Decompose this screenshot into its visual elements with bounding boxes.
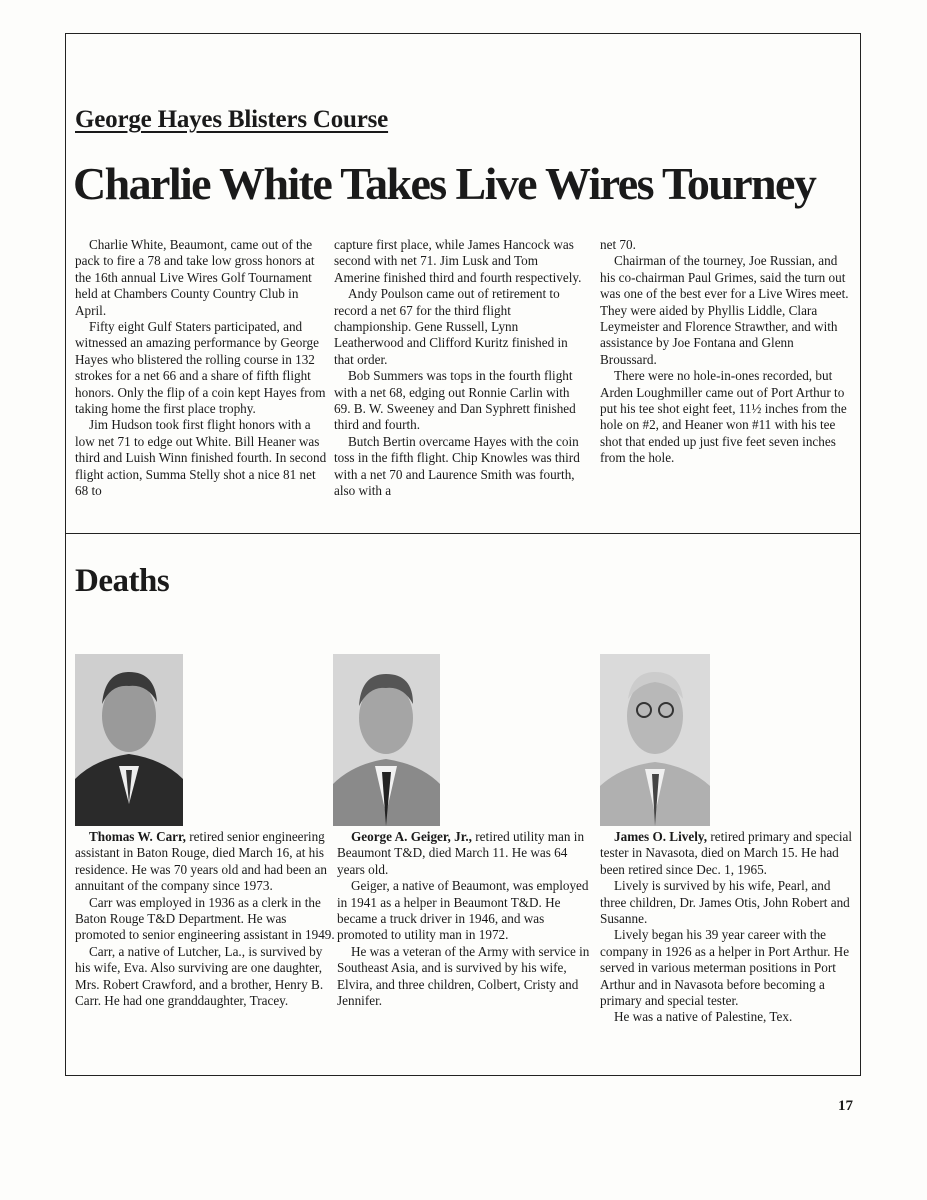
obituary-name: George A. Geiger, Jr., — [351, 829, 472, 844]
obituary-paragraph: He was a veteran of the Army with service in Southeast Asia, and is survived by his wife, Elvira, and three children, Colbert, Cristy and Jennifer. — [337, 943, 590, 1009]
obituary-paragraph: Carr was employed in 1936 as a clerk in the Baton Rouge T&D Department. He was promoted to senior engineering assistant in 1949. — [75, 894, 335, 943]
obituary-paragraph: Geiger, a native of Beaumont, was employed in 1941 as a helper in Beaumont T&D. He became a truck driver in 1946, and was promoted to utility man in 1972. — [337, 878, 589, 943]
page-number: 17 — [838, 1098, 853, 1114]
portrait-photo-geiger — [333, 654, 440, 826]
obituary-text: retired primary and special tester in Navasota, died on March 15. He had been retired since Dec. 1, 1965. — [600, 829, 853, 877]
article-kicker: George Hayes Blisters Course — [75, 106, 389, 133]
article-paragraph: Butch Bertin overcame Hayes with the coin toss in the fifth flight. Chip Knowles was third with a net 70 and Laurence Smith was fourth, also with a — [334, 433, 580, 499]
article-paragraph: Jim Hudson took first flight honors with a low net 71 to edge out White. Bill Heaner was third and Luish Winn finished fourth. In second flight action, Summa Stelly shot a nice 81 net 68 to — [75, 417, 327, 499]
obituary-lively — [600, 829, 855, 1026]
article-paragraph: Andy Poulson came out of retirement to record a net 67 for the third flight championship. Gene Russell, Lynn Leatherwood and Clifford Kuritz finished in that order. — [334, 286, 568, 367]
article-paragraph: net 70. — [600, 237, 636, 252]
article-headline: Charlie White Takes Live Wires Tourney — [73, 158, 816, 209]
article-paragraph: Chairman of the tourney, Joe Russian, and his co-chairman Paul Grimes, said the turn out was one of the best ever for a Live Wires meet. They were aided by Phyllis Liddle, Clara Leymeister and Florence Strawther, and with assistance by Joe Fontana and Glenn Broussard. — [600, 253, 849, 367]
obituary-paragraph: Lively began his 39 year career with the company in 1926 as a helper in Port Arthur. He served in various meterman positions in Port Arthur and in Navasota before becoming a primary and special tester. — [600, 927, 850, 1009]
obituary-paragraph: Carr, a native of Lutcher, La., is survived by his wife, Eva. Also surviving are one daughter, Mrs. Robert Crawford, and a brother, Henry B. Carr. He had one granddaughter, Tracey. — [75, 943, 324, 1009]
obituary-paragraph: Lively is survived by his wife, Pearl, and three children, Dr. James Otis, John Robert and Susanne. — [600, 878, 850, 927]
portrait-photo-carr — [75, 654, 183, 826]
obituary-name: James O. Lively, — [614, 829, 708, 844]
article-column-1 — [75, 237, 327, 500]
section-divider — [65, 533, 861, 534]
article-paragraph: capture first place, while James Hancock was second with net 71. Jim Lusk and Tom Amerine finished third and fourth respectively. — [334, 237, 582, 285]
article-paragraph: Charlie White, Beaumont, came out of the pack to fire a 78 and take low gross honors at the 16th annual Live Wires Golf Tournament held at Chambers County Country Club in April. — [75, 237, 315, 318]
article-paragraph: Fifty eight Gulf Staters participated, and witnessed an amazing performance by George Hayes who blistered the rolling course in 132 strokes for a net 66 and a share of fifth flight honors. Only the flip of a coin kept Hayes from taking home the first place trophy. — [75, 319, 326, 417]
obituary-name: Thomas W. Carr, — [89, 829, 186, 844]
obituary-text: retired senior engineering assistant in Baton Rouge, died March 16, at his residence. He was 70 years old and had been an annuitant of the company since 1973. — [75, 829, 327, 894]
article-column-3 — [600, 237, 852, 467]
article-column-2 — [334, 237, 586, 500]
obituary-paragraph: He was a native of Palestine, Tex. — [614, 1009, 793, 1025]
obituary-text: retired utility man in Beaumont T&D, died March 11. He was 64 years old. — [337, 829, 585, 877]
obituary-geiger — [337, 829, 595, 1009]
portrait-photo-lively — [600, 654, 710, 826]
deaths-heading: Deaths — [75, 563, 170, 599]
article-paragraph: Bob Summers was tops in the fourth flight with a net 68, edging out Ronnie Carlin with 69. B. W. Sweeney and Dan Syphrett finished third and fourth. — [334, 368, 576, 433]
article-paragraph: There were no hole-in-ones recorded, but Arden Loughmiller came out of Port Arthur to put his tee shot eight feet, 11½ inches from the hole on #2, and Heaner won #11 with his tee shot that ended up just five feet seven inches from the hole. — [600, 368, 847, 466]
obituary-carr — [75, 829, 337, 1009]
